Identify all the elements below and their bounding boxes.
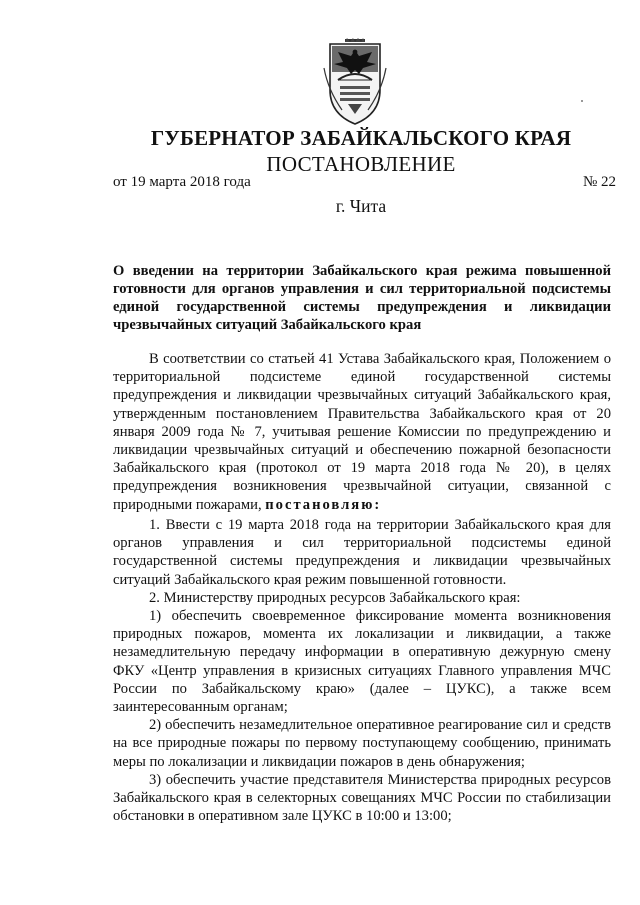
item-2: 2. Министерству природных ресурсов Забайкальского края: xyxy=(149,589,521,606)
preamble-paragraph xyxy=(113,350,611,514)
document-city: г. Чита xyxy=(335,196,387,216)
item-2-1: 1) обеспечить своевременное фиксирование момента возникновения природных пожаров, момента их локализации и ликвидации, а также незамедлительную передачу информации в оперативную дежурную смену ФКУ «Центр управления в кризисных ситуациях Главного управления МЧС России по Забайкальскому краю» (далее – ЦУКС), а также всем заинтересованным органам; xyxy=(113,608,611,716)
document-number: № 22 xyxy=(582,174,616,190)
item-1: 1. Ввести с 19 марта 2018 года на территории Забайкальского края для органов управления и сил территориальной подсистемы единой государственной системы предупреждения и ликвидации чрезвычайных ситуаций Забайкальского края режим повышенной готовности. xyxy=(113,517,611,588)
item-2-2: 2) обеспечить незамедлительное оперативное реагирование сил и средств на все природные пожары по первому поступающему сообщению, принимать меры по локализации и ликвидации пожаров в день обнаружения; xyxy=(113,717,611,770)
item-2-3: 3) обеспечить участие представителя Министерства природных ресурсов Забайкальского края в селекторных совещаниях МЧС России по стабилизации обстановки в оперативном зале ЦУКС в 10:00 и 13:00; xyxy=(113,771,611,825)
preamble-text: В соответствии со статьей 41 Устава Забайкальского края, Положением о территориальной подсистеме единой государственной системы предупреждения и ликвидации чрезвычайных ситуаций Забайкальского края, утвержденным постановлением Правительства Забайкальского края от 20 января 2009 года № 7, учитывая решение Комиссии по предупреждению и ликвидации чрезвычайных ситуаций и обеспечению пожарной безопасности Забайкальского края (протокол от 19 марта 2018 года № 20), в целях предупреждения возникновения чрезвычайной ситуации, связанной с природными пожарами, xyxy=(113,351,611,513)
document-date: от 19 марта 2018 года xyxy=(113,174,251,190)
document-subject: О введении на территории Забайкальского края режима повышенной готовности для органов управления и сил территориальной подсистемы единой государственной системы предупреждения и ликвидации чрезвычайных ситуаций Забайкальского края xyxy=(113,263,611,333)
resolution-items xyxy=(113,516,611,825)
authority-title: ГУБЕРНАТОР ЗАБАЙКАЛЬСКОГО КРАЯ xyxy=(150,126,572,150)
resolve-word: постановляю: xyxy=(265,496,382,513)
document-type: ПОСТАНОВЛЕНИЕ xyxy=(266,152,456,176)
scan-dot xyxy=(581,100,583,102)
coat-of-arms-icon xyxy=(318,38,392,126)
preamble xyxy=(113,350,611,514)
